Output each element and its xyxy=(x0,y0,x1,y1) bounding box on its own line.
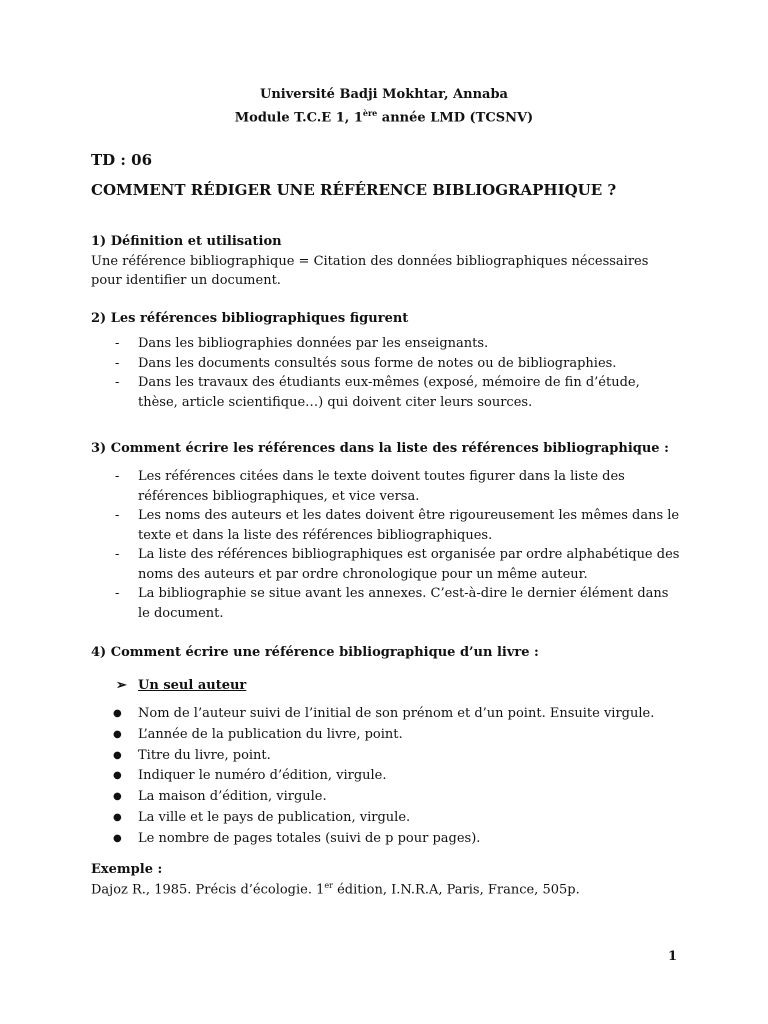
subheading-single-author xyxy=(116,678,246,693)
subheading-text: Un seul auteur xyxy=(138,678,247,693)
list-item xyxy=(91,746,681,767)
list-item-text: La ville et le pays de publication, virgule. xyxy=(138,809,411,825)
dash-marker: - xyxy=(115,336,120,351)
bullet-icon: ● xyxy=(113,708,122,719)
list-item xyxy=(91,725,681,746)
example-superscript: er xyxy=(324,881,333,890)
list-item xyxy=(91,584,681,623)
list-item xyxy=(91,704,681,725)
dash-marker: - xyxy=(115,508,120,523)
dash-marker: - xyxy=(115,469,120,484)
list-item xyxy=(91,467,681,506)
list-item xyxy=(91,787,681,808)
dash-marker: - xyxy=(115,586,120,601)
list-item-text: Titre du livre, point. xyxy=(138,747,271,763)
dash-marker: - xyxy=(115,355,120,371)
list-item-text: Dans les bibliographies données par les enseignants. xyxy=(138,336,489,351)
bullet-icon: ● xyxy=(113,749,122,761)
list-item-text: Les noms des auteurs et les dates doivent être rigoureusement les mêmes dans le texte et dans la liste des références bibliographiques. xyxy=(138,508,680,543)
list-item-text: La maison d’édition, virgule. xyxy=(138,789,327,805)
bullet-icon: ● xyxy=(113,728,122,740)
example-label: Exemple : xyxy=(91,862,163,877)
dash-marker: - xyxy=(115,547,120,562)
example-reference xyxy=(91,881,580,897)
list-item-text: Nom de l’auteur suivi de l’initial de son prénom et d’un point. Ensuite virgule. xyxy=(138,706,655,721)
list-item-text: La liste des références bibliographiques est organisée par ordre alphabétique des noms des auteurs et par ordre chronologique pour un même auteur. xyxy=(138,547,680,582)
page-number: 1 xyxy=(667,949,677,964)
page-title: COMMENT RÉDIGER UNE RÉFÉRENCE BIBLIOGRAPHIQUE ? xyxy=(91,181,617,199)
list-item xyxy=(91,334,681,354)
bullet-icon: ● xyxy=(113,832,122,844)
list-item xyxy=(91,545,681,584)
list-item-text: Dans les travaux des étudiants eux-mêmes (exposé, mémoire de fin d’étude, thèse, article scientifique…) qui doivent citer leurs sources. xyxy=(138,375,640,410)
document-header xyxy=(0,86,768,127)
list-item xyxy=(91,808,681,829)
list-item xyxy=(91,373,681,412)
td-number: TD : 06 xyxy=(91,151,153,169)
list-item xyxy=(91,354,681,374)
section-1-text: Une référence bibliographique = Citation des données bibliographiques nécessaires pour identifier un document. xyxy=(91,254,649,288)
list-item xyxy=(91,766,681,787)
arrow-bullet-icon: ➢ xyxy=(116,678,127,693)
section-3-title: 3) Comment écrire les références dans la liste des références bibliographique : xyxy=(91,441,669,456)
dash-marker: - xyxy=(115,375,120,390)
module-text-end: année LMD (TCSNV) xyxy=(377,110,534,126)
section-2-title: 2) Les références bibliographiques figurent xyxy=(91,311,409,326)
list-item xyxy=(91,829,681,850)
bullet-icon: ● xyxy=(113,791,122,803)
list-item xyxy=(91,506,681,545)
list-item-text: Indiquer le numéro d’édition, virgule. xyxy=(138,768,387,784)
module-text: Module T.C.E 1, 1 xyxy=(234,110,363,126)
list-item-text: Dans les documents consultés sous forme de notes ou de bibliographies. xyxy=(138,355,617,371)
section-3-list xyxy=(91,467,681,623)
example-text-end: édition, I.N.R.A, Paris, France, 505p. xyxy=(332,882,580,898)
university-name: Université Badji Mokhtar, Annaba xyxy=(260,87,508,102)
module-line xyxy=(0,104,768,127)
section-1-title: 1) Définition et utilisation xyxy=(91,234,282,249)
module-superscript: ère xyxy=(362,108,378,118)
section-4-list xyxy=(91,704,681,850)
example-text-start: Dajoz R., 1985. Précis d’écologie. 1 xyxy=(91,882,325,898)
list-item-text: Les références citées dans le texte doivent toutes figurer dans la liste des références bibliographiques, et vice versa. xyxy=(138,469,625,504)
bullet-icon: ● xyxy=(113,811,122,823)
bullet-icon: ● xyxy=(113,770,122,782)
section-4-title: 4) Comment écrire une référence bibliographique d’un livre : xyxy=(91,645,539,660)
list-item-text: La bibliographie se situe avant les annexes. C’est-à-dire le dernier élément dans le document. xyxy=(138,586,669,621)
list-item-text: L’année de la publication du livre, point. xyxy=(138,726,403,742)
section-2-list xyxy=(91,334,681,412)
list-item-text: Le nombre de pages totales (suivi de p pour pages). xyxy=(138,830,481,846)
